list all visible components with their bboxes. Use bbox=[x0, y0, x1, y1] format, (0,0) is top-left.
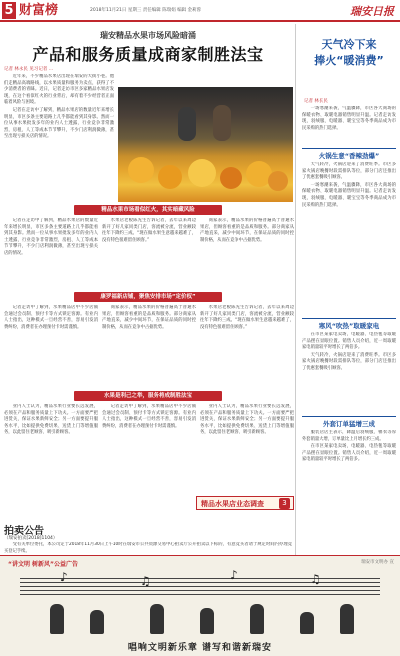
body-col-2b: 商家表示，精品水果的价格普遍高于普通水果店，但顾客看重的是品质和服务。部分商家从产地直采，减少中间环节，在保证品质的同时控制价格，从而在竞争中占据优势。 bbox=[102, 305, 196, 330]
music-note-icon: ♫ bbox=[140, 574, 151, 588]
intro-paragraph-2: 记者在走访中了解到，精品水果店的数量近年来增长明显，市区多条主要道路上几乎都能看到其身影。然而一位从事水果批发多年的业内人士透露，行业竞争非常激烈，房租、人工等成本节节攀升，不少门店利润微薄，甚至出现亏损关店的情况。 bbox=[4, 107, 114, 140]
article-intro bbox=[4, 74, 114, 202]
side-box-title-3: 外套订单猛增三成 bbox=[323, 420, 375, 428]
side-intro: 一场寒潮来袭，气温骤降，市区各大商场的保暖衣物、取暖电器销售明显升温。记者走访发现，羽绒服、电暖器、暖宝宝等冬季商品成为市民采购的热门选择。 bbox=[302, 106, 396, 131]
intro-paragraph: 近年来，不少精品水果店出现在瑞安的大街小巷。他们走精品高端路线，以水果质量和服务为卖点，获得了不少消费者的青睐。近日，记者走访市区多家精品水果店发现，在这个看似红火的行业背后，却有着不少经营者正面临着风险与困境。 bbox=[4, 74, 114, 106]
person-silhouette-icon bbox=[150, 604, 164, 634]
article-byline: 记者 林永民 见习记者 ... bbox=[4, 67, 54, 72]
page-header bbox=[0, 0, 400, 22]
article-headline: 产品和服务质量成商家制胜法宝 bbox=[32, 45, 264, 64]
banner-slogan: 唱响文明新乐章 谱写和谐新瑞安 bbox=[127, 643, 273, 653]
music-note-icon: ♪ bbox=[60, 570, 68, 584]
person-silhouette-icon bbox=[50, 604, 64, 634]
fruit-stall-photo bbox=[118, 87, 293, 202]
auction-title: 拍卖公告 bbox=[4, 526, 44, 537]
person-silhouette-icon bbox=[250, 604, 264, 634]
banner-title: “讲文明 树新风”公益广告 bbox=[8, 561, 78, 568]
series-box bbox=[196, 496, 294, 510]
side-text-3: 服装店店主表示，降温后羽绒服、棉衣等厚外套销量大增，订单量比上月增长约三成。 在市区某家电卖场，电暖器、电热毯等取暖产品摆在显眼位置。销售人员介绍，近一周取暖家电销量较平时增长了两倍多。 bbox=[302, 430, 396, 463]
section-subtitle-1: 精品水果市场看似红火，其实暗藏风险 bbox=[74, 205, 222, 215]
series-box-title: 精品水果店业态调查 bbox=[201, 500, 264, 508]
date-line: 2018年11月21日 星期三 责任编辑 陈瑞娟 编辑 金莉蓉 bbox=[90, 8, 202, 13]
side-box-title-2: 寒风“吹热”取暖家电 bbox=[318, 322, 380, 330]
side-box-title-1: 火锅生意“香辣劲爆” bbox=[318, 152, 380, 160]
side-text-1: 天气转冷，火锅店迎来了消费旺季。市区多家火锅店晚餐时段需排队等位，部分门店还推出了优惠套餐吸引顾客。 一场寒潮来袭，气温骤降，市区各大商场的保暖衣物、取暖电器销售明显升温。记者走访发现，羽绒服、电暖器、暖宝宝等冬季商品成为市民采购的热门选择。 bbox=[302, 162, 396, 208]
person-silhouette-icon bbox=[300, 612, 314, 634]
side-headline-2: 捧火“暖消费” bbox=[314, 54, 384, 67]
side-byline: 记者 林长民 bbox=[304, 99, 328, 104]
person-silhouette-icon bbox=[90, 610, 104, 634]
music-note-icon: ♪ bbox=[230, 568, 238, 582]
body-col-3b: 水果店老板陈先生告诉记者，去年以来周边新开了好几家同类门店，客流被分流，营业额较往年下降约三成。“现在做水果生意越来越难了，没有特色很难留住顾客。” bbox=[200, 305, 294, 330]
person-silhouette-icon bbox=[340, 604, 354, 634]
auction-body: 受有关单位委托，本公司定于2018年11月30日上午10时在瑞安市公共资源交易中心拍卖厅公开拍卖以下标的，有意竞买者请于规定时间内办理竞买登记手续。 bbox=[4, 542, 292, 554]
body-col-2c: 记者走访中了解到，水果精品店中不少店铺会通过会员制、预付卡等方式锁定客源。有业内人士指出，这种模式一旦经营不善，容易引发消费纠纷，消费者在办理预付卡时需谨慎。 bbox=[102, 404, 196, 429]
body-col-3c: 业内人士认为，精品水果行业要长远发展，必须在产品和服务质量上下功夫。一方面要严把进货关，保证水果新鲜安全；另一方面要提升服务水平，比如提供免费切果、送货上门等增值服务，以此留住老顾客、吸引新顾客。 bbox=[200, 404, 294, 436]
body-col-1a: 记者在走访中了解到，精品水果店的数量近年来增长明显，市区多条主要道路上几乎都能看到其身影。然而一位从事水果批发多年的业内人士透露，行业竞争非常激烈，房租、人工等成本节节攀升，不少门店利润微薄，甚至出现亏损关店的情况。 bbox=[4, 218, 98, 256]
newspaper-logo: 瑞安日报 bbox=[350, 5, 394, 18]
banner-footer: 瑞安市文明办 宣 bbox=[361, 560, 394, 565]
page-number: 5 bbox=[2, 2, 16, 19]
body-col-3a: 商家表示，精品水果的价格普遍高于普通水果店，但顾客看重的是品质和服务。部分商家从产地直采，减少中间环节，在保证品质的同时控制价格，从而在竞争中占据优势。 bbox=[200, 218, 294, 243]
side-headline-1: 天气冷下来 bbox=[321, 38, 377, 51]
body-col-1b: 记者走访中了解到，水果精品店中不少店铺会通过会员制、预付卡等方式锁定客源。有业内人士指出，这种模式一旦经营不善，容易引发消费纠纷，消费者在办理预付卡时需谨慎。 bbox=[4, 305, 98, 330]
section-title: 财富榜 bbox=[19, 3, 59, 18]
person-silhouette-icon bbox=[200, 608, 214, 634]
music-note-icon: ♫ bbox=[310, 572, 321, 586]
article-subhead: 瑞安精品水果市场风险暗涌 bbox=[100, 31, 196, 40]
body-col-1c: 业内人士认为，精品水果行业要长远发展，必须在产品和服务质量上下功夫。一方面要严把进货关，保证水果新鲜安全；另一方面要提升服务水平，比如提供免费切果、送货上门等增值服务，以此留住老顾客、吸引新顾客。 bbox=[4, 404, 98, 436]
side-article bbox=[298, 24, 400, 555]
section-subtitle-3: 水果是利己之举，服务将成制胜法宝 bbox=[74, 391, 222, 401]
main-article bbox=[0, 24, 296, 634]
body-col-2a: 水果店老板陈先生告诉记者，去年以来周边新开了好几家同类门店，客流被分流，营业额较往年下降约三成。“现在做水果生意越来越难了，没有特色很难留住顾客。” bbox=[102, 218, 196, 243]
auction-ref: （瑞安拍卖[2018]1104） bbox=[4, 536, 58, 541]
civic-ad-banner bbox=[0, 555, 400, 656]
section-subtitle-2: 康罗福新店铺，聚焦安排市场“定价权” bbox=[74, 292, 222, 302]
series-box-number: 3 bbox=[279, 498, 290, 509]
side-text-2: 在市区某家电卖场，电暖器、电热毯等取暖产品摆在显眼位置。销售人员介绍，近一周取暖家电销量较平时增长了两倍多。 天气转冷，火锅店迎来了消费旺季。市区多家火锅店晚餐时段需排队等位，部分门店还推出了优惠套餐吸引顾客。 bbox=[302, 332, 396, 371]
